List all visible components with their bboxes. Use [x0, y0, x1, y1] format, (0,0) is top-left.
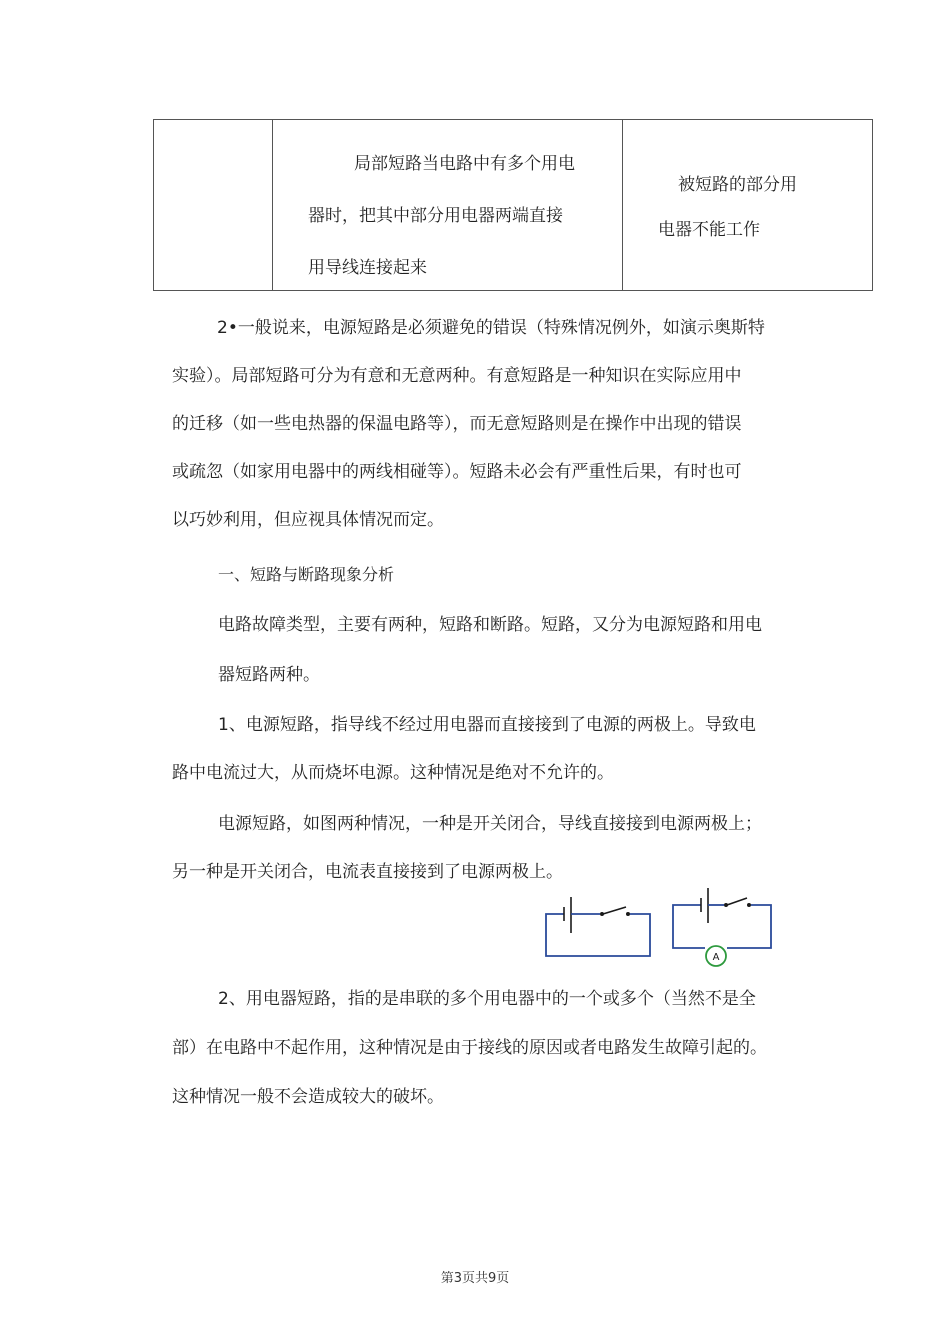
section-heading: 一、短路与断路现象分析	[218, 565, 395, 584]
circuit-ammeter-short	[673, 888, 771, 966]
switch-lever	[603, 907, 626, 914]
cell-line: 被短路的部分用	[678, 175, 797, 195]
paragraph-line: 电路故障类型，主要有两种，短路和断路。短路，又分为电源短路和用电	[218, 615, 762, 635]
paragraph-line: 电源短路，如图两种情况，一种是开关闭合，导线直接接到电源两极上；	[218, 814, 762, 834]
table-divider-1	[272, 120, 273, 290]
paragraph-line: 2、用电器短路，指的是串联的多个用电器中的一个或多个（当然不是全	[218, 989, 756, 1009]
cell-line: 器时，把其中部分用电器两端直接	[308, 206, 563, 226]
circuit-battery-short	[546, 897, 650, 956]
circuit-wire	[546, 914, 650, 956]
paragraph-line: 以巧妙利用，但应视具体情况而定。	[172, 510, 444, 530]
switch-contact	[747, 903, 751, 907]
paragraph-line: 这种情况一般不会造成较大的破坏。	[172, 1087, 444, 1107]
cell-line: 电器不能工作	[658, 220, 760, 240]
paragraph-line: 部）在电路中不起作用，这种情况是由于接线的原因或者电路发生故障引起的。	[172, 1038, 767, 1058]
paragraph-line: 1、电源短路，指导线不经过用电器而直接接到了电源的两极上。导致电	[218, 715, 756, 735]
table-divider-2	[622, 120, 623, 290]
switch-lever	[727, 898, 747, 905]
paragraph-line: 另一种是开关闭合，电流表直接接到了电源两极上。	[172, 862, 563, 882]
switch-contact	[626, 912, 630, 916]
paragraph-line: 器短路两种。	[218, 665, 320, 685]
cell-line: 用导线连接起来	[308, 258, 427, 278]
summary-table	[153, 119, 873, 291]
paragraph-line: 实验）。局部短路可分为有意和无意两种。有意短路是一种知识在实际应用中	[172, 366, 742, 386]
page-number: 第3页共9页	[440, 1271, 510, 1286]
paragraph-line: 2•一般说来，电源短路是必须避免的错误（特殊情况例外，如演示奥斯特	[217, 318, 765, 338]
circuit-diagrams	[538, 885, 783, 970]
cell-line: 局部短路当电路中有多个用电	[354, 154, 575, 174]
paragraph-line: 的迁移（如一些电热器的保温电路等），而无意短路则是在操作中出现的错误	[172, 414, 742, 434]
paragraph-line: 路中电流过大，从而烧坏电源。这种情况是绝对不允许的。	[172, 763, 614, 783]
table-cell-empty	[154, 120, 272, 290]
paragraph-line: 或疏忽（如家用电器中的两线相碰等）。短路未必会有严重性后果，有时也可	[172, 462, 742, 482]
circuit-wire	[727, 905, 771, 948]
ammeter-label: A	[712, 952, 720, 963]
